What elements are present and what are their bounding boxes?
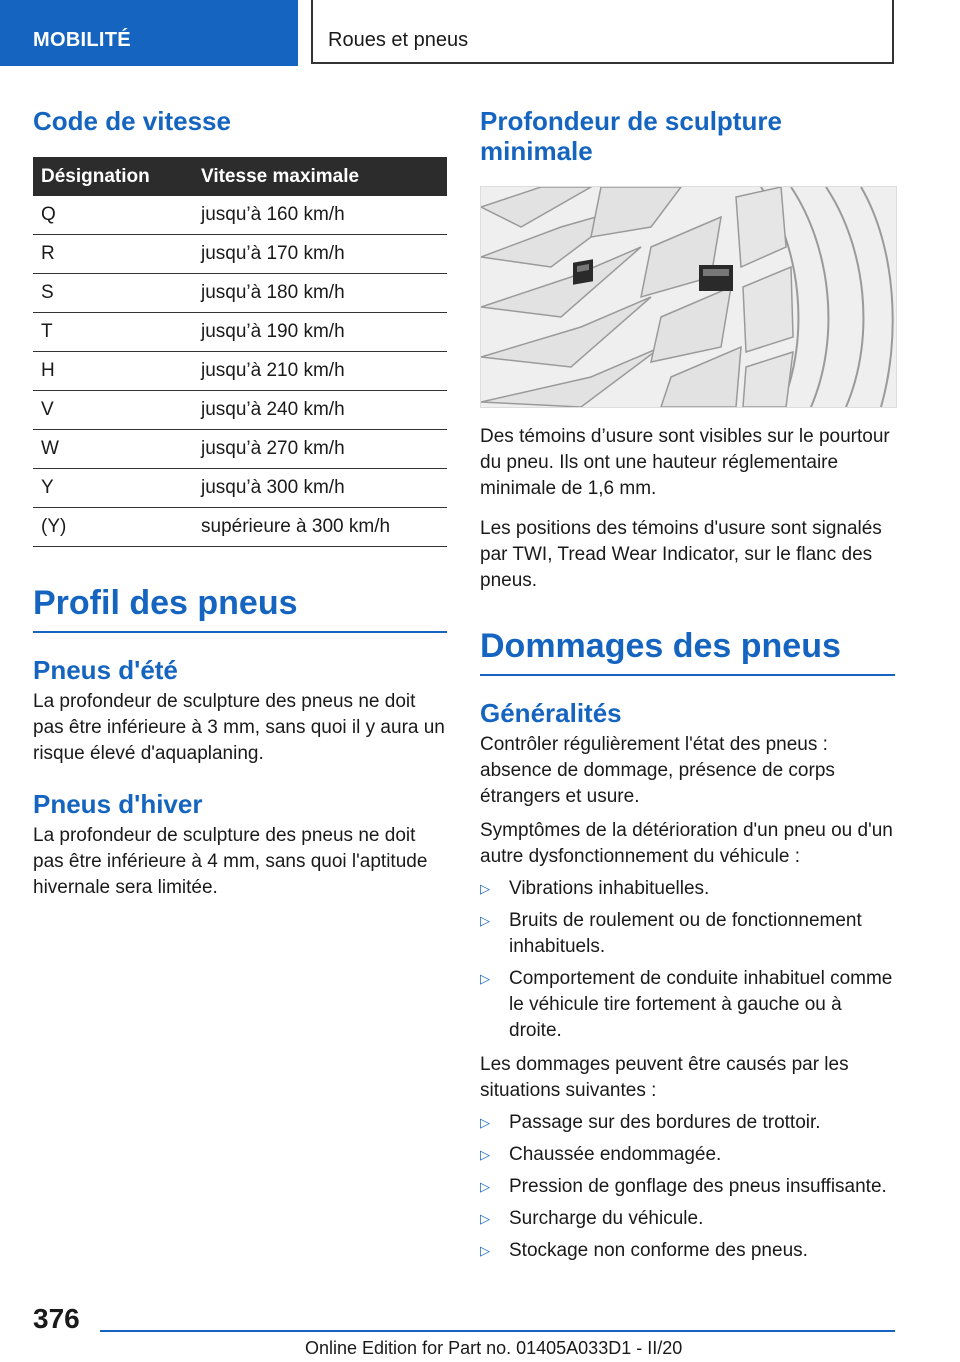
header-chapter-label: Roues et pneus [328, 29, 469, 51]
table-row [33, 313, 447, 352]
left-column [33, 100, 447, 901]
triangle-bullet-icon: ▷ [480, 971, 490, 986]
table-cell: (Y) [33, 508, 201, 547]
list-item [480, 966, 895, 1044]
table-cell: supérieure à 300 km/h [201, 508, 447, 547]
winter-tires-text: La profondeur de sculpture des pneus ne doit pas être inférieure à 4 mm, sans quoi l'aptitude hivernale sera limitée. [33, 825, 428, 898]
min-depth-para-2: Les positions des témoins d'usure sont signalés par TWI, Tread Wear Indicator, sur le flanc des pneus. [480, 518, 882, 591]
damage-heading: Dommages des pneus [480, 626, 895, 676]
summer-tires-heading: Pneus d'été [33, 655, 178, 685]
table-cell: jusqu’à 190 km/h [201, 313, 447, 352]
min-depth-heading: Profondeur de sculpture minimale [480, 106, 782, 166]
right-column [480, 100, 895, 1264]
header-section-label: MOBILITÉ [33, 29, 131, 51]
causes-intro: Les dommages peuvent être causés par les situations suivantes : [480, 1054, 849, 1101]
column-header: Désignation [33, 157, 201, 196]
list-item-text: Chaussée endommagée. [509, 1144, 722, 1165]
list-item [480, 1142, 895, 1168]
triangle-bullet-icon: ▷ [480, 1243, 490, 1258]
general-intro: Contrôler régulièrement l'état des pneus : absence de dommage, présence de corps étrangers et usure. [480, 734, 835, 807]
list-item-text: Stockage non conforme des pneus. [509, 1240, 808, 1261]
table-cell: jusqu’à 210 km/h [201, 352, 447, 391]
tire-tread-drawing [481, 187, 896, 407]
triangle-bullet-icon: ▷ [480, 913, 490, 928]
table-cell: jusqu’à 170 km/h [201, 235, 447, 274]
table-cell: S [33, 274, 201, 313]
triangle-bullet-icon: ▷ [480, 1115, 490, 1130]
list-item [480, 1110, 895, 1136]
tire-tread-illustration [480, 186, 897, 408]
table-row [33, 508, 447, 547]
table-row [33, 352, 447, 391]
table-cell: Q [33, 196, 201, 235]
list-item-text: Pression de gonflage des pneus insuffisante. [509, 1176, 887, 1197]
symptoms-intro: Symptômes de la détérioration d'un pneu ou d'un autre dysfonctionnement du véhicule : [480, 820, 893, 867]
symptoms-list [480, 876, 895, 1044]
speed-code-table [33, 157, 447, 547]
list-item [480, 1206, 895, 1232]
list-item [480, 876, 895, 902]
table-row [33, 391, 447, 430]
table-row [33, 196, 447, 235]
list-item [480, 1238, 895, 1264]
table-cell: jusqu’à 270 km/h [201, 430, 447, 469]
list-item [480, 908, 895, 960]
winter-tires-heading: Pneus d'hiver [33, 789, 203, 819]
table-cell: W [33, 430, 201, 469]
triangle-bullet-icon: ▷ [480, 1147, 490, 1162]
table-cell: R [33, 235, 201, 274]
triangle-bullet-icon: ▷ [480, 1179, 490, 1194]
table-cell: H [33, 352, 201, 391]
list-item-text: Passage sur des bordures de trottoir. [509, 1112, 821, 1133]
column-header: Vitesse maximale [201, 157, 447, 196]
table-cell: jusqu’à 160 km/h [201, 196, 447, 235]
table-cell: V [33, 391, 201, 430]
table-cell: jusqu’à 240 km/h [201, 391, 447, 430]
footer-edition: Online Edition for Part no. 01405A033D1 - II/20 [305, 1338, 683, 1358]
header-section-tab [0, 0, 298, 66]
table-row [33, 469, 447, 508]
causes-list [480, 1110, 895, 1264]
speed-code-title: Code de vitesse [33, 106, 231, 136]
triangle-bullet-icon: ▷ [480, 1211, 490, 1226]
min-depth-para-1: Des témoins d’usure sont visibles sur le pourtour du pneu. Ils ont une hauteur réglementaire minimale de 1,6 mm. [480, 426, 890, 499]
list-item [480, 1174, 895, 1200]
table-row [33, 235, 447, 274]
profile-heading: Profil des pneus [33, 583, 447, 633]
table-row [33, 430, 447, 469]
table-cell: T [33, 313, 201, 352]
list-item-text: Surcharge du véhicule. [509, 1208, 704, 1229]
summer-tires-text: La profondeur de sculpture des pneus ne doit pas être inférieure à 3 mm, sans quoi il y aura un risque élevé d'aquaplaning. [33, 691, 445, 764]
triangle-bullet-icon: ▷ [480, 881, 490, 896]
table-row [33, 274, 447, 313]
list-item-text: Vibrations inhabituelles. [509, 878, 710, 899]
footer-divider [100, 1330, 895, 1332]
list-item-text: Comportement de conduite inhabituel comme le véhicule tire fortement à gauche ou à droite. [509, 968, 893, 1041]
header-chapter-box [311, 0, 894, 64]
table-header-row [33, 157, 447, 196]
table-cell: jusqu’à 300 km/h [201, 469, 447, 508]
list-item-text: Bruits de roulement ou de fonctionnement inhabituels. [509, 910, 862, 957]
table-cell: jusqu’à 180 km/h [201, 274, 447, 313]
table-cell: Y [33, 469, 201, 508]
page-number: 376 [33, 1303, 80, 1334]
general-heading: Généralités [480, 698, 622, 728]
